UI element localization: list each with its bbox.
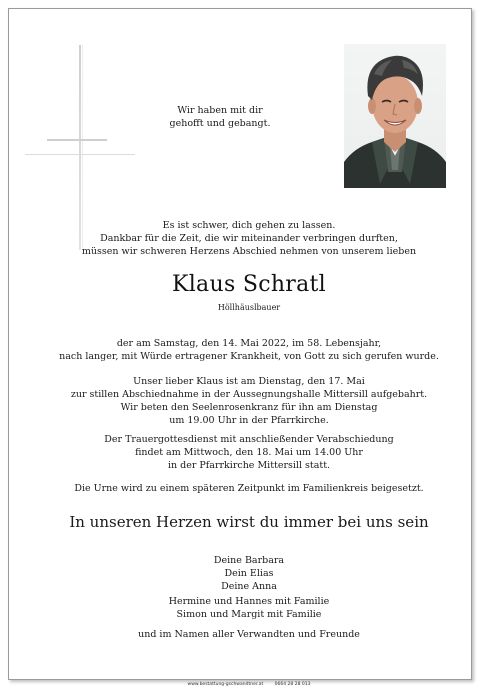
- footer-website: www.bestattung-gschwandtner.at: [187, 682, 264, 687]
- death-notice-line: nach langer, mit Würde ertragener Krankheit, von Gott zu sich gerufen wurde.: [59, 351, 439, 362]
- relatives-line: Simon und Margit mit Familie: [176, 609, 322, 620]
- relatives-line: Hermine und Hannes mit Familie: [168, 596, 330, 607]
- obituary-sheet: [8, 8, 472, 687]
- opening-quote: [155, 104, 285, 130]
- urn-paragraph: [49, 482, 449, 495]
- intro-line: müssen wir schweren Herzens Abschied nehmen von unserem lieben: [81, 246, 417, 257]
- others-line: und im Namen aller Verwandten und Freunde: [138, 629, 360, 640]
- funeral-line: Der Trauergottesdienst mit anschließender Verabschiedung: [104, 434, 394, 445]
- relatives-signatures: [49, 595, 449, 621]
- quote-line: Wir haben mit dir: [177, 105, 263, 116]
- closing-quote: In unseren Herzen wirst du immer bei uns sein: [69, 513, 429, 531]
- footer: [49, 682, 449, 688]
- quote-line: gehofft und gebangt.: [169, 118, 271, 129]
- footer-phone: 0664 28 28 013: [274, 682, 311, 687]
- laying-out-line: zur stillen Abschiednahme in der Aussegnungshalle Mittersill aufgebahrt.: [70, 389, 428, 400]
- portrait-photo: [344, 44, 446, 188]
- portrait-image: [344, 44, 446, 188]
- funeral-line: in der Pfarrkirche Mittersill statt.: [167, 460, 331, 471]
- death-notice-paragraph: [49, 337, 449, 363]
- intro-line: Es ist schwer, dich gehen zu lassen.: [162, 220, 336, 231]
- deceased-name: Klaus Schratl: [171, 272, 326, 297]
- intro-line: Dankbar für die Zeit, die wir miteinander verbringen durften,: [100, 233, 398, 244]
- funeral-paragraph: [49, 433, 449, 472]
- laying-out-line: Wir beten den Seelenrosenkranz für ihn am Dienstag: [120, 402, 378, 413]
- signature-line: Deine Anna: [221, 581, 277, 592]
- signature-line: Dein Elias: [224, 568, 274, 579]
- death-notice-line: der am Samstag, den 14. Mai 2022, im 58. Lebensjahr,: [116, 338, 382, 349]
- laying-out-line: um 19.00 Uhr in der Pfarrkirche.: [169, 415, 329, 426]
- deceased-nickname: Höllhäuslbauer: [217, 303, 281, 312]
- cross-base-line: [25, 154, 135, 155]
- signature-line: Deine Barbara: [213, 555, 285, 566]
- laying-out-paragraph: [49, 375, 449, 427]
- urn-line: Die Urne wird zu einem späteren Zeitpunkt im Familienkreis beigesetzt.: [74, 483, 424, 494]
- funeral-line: findet am Mittwoch, den 18. Mai um 14.00 Uhr: [135, 447, 363, 458]
- cross-bar: [47, 139, 107, 141]
- others-signature: [49, 628, 449, 641]
- family-signatures: [49, 554, 449, 593]
- laying-out-line: Unser lieber Klaus ist am Dienstag, den 17. Mai: [133, 376, 365, 387]
- intro-paragraph: [49, 219, 449, 258]
